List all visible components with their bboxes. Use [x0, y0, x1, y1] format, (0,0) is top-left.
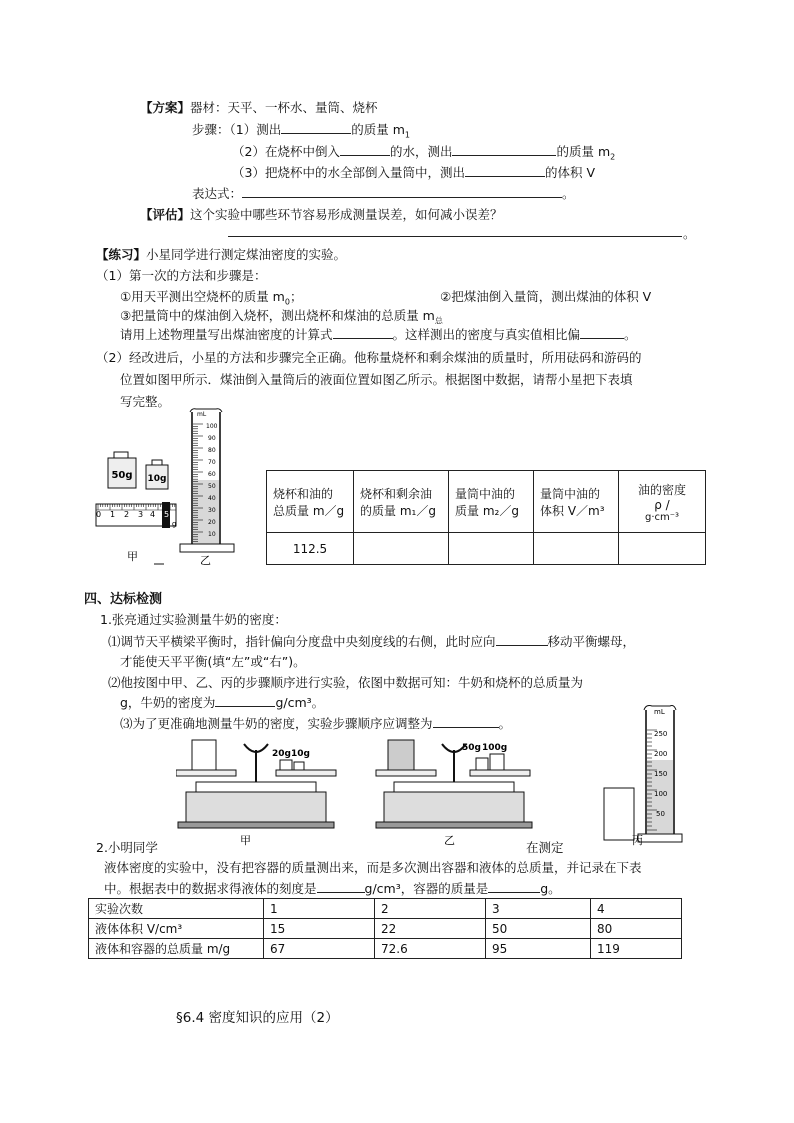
step1-sub: 1 [404, 130, 410, 140]
evaluate-line [140, 205, 503, 223]
steps-label: 步骤： [192, 122, 230, 137]
section4-q1-2a: ⑵他按图中甲、乙、丙的步骤顺序进行实验，依图中数据可知：牛奶和烧杯的总质量为 [108, 675, 584, 690]
q2-line3-end: g。 [540, 881, 561, 896]
practice-heading: 【练习】 [96, 247, 147, 262]
ruler-label-4: 4 [150, 510, 156, 519]
step2-blank1[interactable] [340, 143, 390, 156]
s3-sub: 总 [434, 316, 443, 326]
ruler-unit: g [172, 520, 177, 528]
th-line: g·cm⁻³ [644, 511, 680, 523]
step2-sub: 2 [610, 152, 616, 162]
q1-1-blank[interactable] [496, 633, 548, 646]
figure-milk-experiment [176, 700, 696, 850]
th-total-mass [267, 471, 354, 533]
th-oil-density [619, 471, 706, 533]
table-row [89, 919, 682, 939]
figure-balance-and-cylinder [92, 404, 262, 572]
q1-3-text: ⑶为了更准确地测量牛奶的密度，实验步骤顺序应调整为 [120, 716, 433, 731]
caption-yi: 乙 [200, 554, 211, 567]
plan-heading-line [140, 98, 378, 116]
bias-blank[interactable] [580, 326, 624, 339]
cyl2-label-50: 50 [656, 810, 665, 818]
cyl-label-20: 20 [208, 519, 216, 526]
formula-end: 。 [624, 327, 637, 342]
practice-s1 [120, 287, 302, 307]
cell-remaining-mass[interactable] [354, 533, 449, 565]
cyl-label-100: 100 [206, 423, 218, 430]
practice-intro: 小星同学进行测定煤油密度的实验。 [146, 247, 347, 262]
step2-text-c: 的质量 m [556, 144, 611, 159]
caption-fig2-yi: 乙 [444, 834, 455, 847]
expr-label: 表达式： [192, 186, 243, 201]
cell: 实验次数 [89, 899, 264, 919]
cyl-label-60: 60 [208, 471, 216, 478]
cell: 50 [486, 919, 591, 939]
cylinder-bing-icon [638, 706, 682, 843]
evaluate-answer-blank[interactable] [228, 236, 682, 237]
cyl2-label-150: 150 [654, 770, 668, 778]
cyl-label-80: 80 [208, 447, 216, 454]
ruler-label-2: 2 [124, 510, 130, 519]
step3-text-b: 的体积 V [544, 165, 595, 180]
practice-q1: （1）第一次的方法和步骤是： [96, 268, 267, 283]
q1-1-text: ⑴调节天平横梁平衡时，指针偏向分度盘中央刻度线的右侧，此时应向 [108, 634, 496, 649]
ruler-label-3: 3 [138, 510, 144, 519]
cyl2-unit: mL [654, 708, 665, 716]
q2-mass-blank[interactable] [488, 880, 540, 893]
q1-2-text-c: g/cm³。 [275, 695, 325, 710]
evaluate-end: 。 [683, 226, 696, 241]
caption-fig2-bing: 丙 [632, 834, 643, 847]
step2-text-b: 的水，测出 [389, 144, 453, 159]
expr-blank[interactable] [242, 185, 562, 198]
balance-jia-icon [176, 740, 336, 828]
formula-blank[interactable] [333, 326, 393, 339]
cell: 4 [591, 899, 682, 919]
q2-line2: 液体密度的实验中，没有把容器的质量测出来，而是多次测出容器和液体的总质量，并记录在下表 [104, 860, 642, 875]
cell: 95 [486, 939, 591, 959]
step1-text-b: 的质量 m [351, 122, 405, 137]
cell: 67 [264, 939, 375, 959]
plan-expression [192, 184, 575, 202]
ruler-label-1: 1 [110, 510, 116, 519]
step3-blank[interactable] [465, 164, 545, 177]
s1-text: ①用天平测出空烧杯的质量 m [120, 289, 285, 304]
th-remaining-mass [354, 471, 449, 533]
th-oil-mass [449, 471, 534, 533]
practice-q2-line3: 写完整。 [120, 394, 171, 409]
q2-density-blank[interactable] [317, 880, 365, 893]
th-line: 量筒中油的 [540, 486, 601, 501]
th-line: 体积 V／m³ [540, 503, 605, 518]
weight-50g-icon [108, 452, 136, 488]
beaker-icon [604, 788, 634, 840]
graduated-cylinder-icon [180, 409, 234, 552]
section4-title: 四、达标检测 [84, 592, 163, 607]
practice-q2-line2: 位置如图甲所示．煤油倒入量筒后的液面位置如图乙所示。根据图中数据，请帮小星把下表填 [120, 372, 633, 387]
section4-q1: 1.张亮通过实验测量牛奶的密度： [100, 612, 287, 627]
th-line: 的质量 m₁／g [360, 503, 436, 518]
cell: 80 [591, 919, 682, 939]
q1-2-text: g，牛奶的密度为 [120, 695, 216, 710]
liquid-density-table [88, 898, 682, 959]
table-row [89, 939, 682, 959]
cell: 液体和容器的总质量 m/g [89, 939, 264, 959]
cell-oil-mass[interactable] [449, 533, 534, 565]
cyl2-label-200: 200 [654, 750, 668, 758]
formula-text: 请用上述物理量写出煤油密度的计算式 [120, 327, 333, 342]
q1-3-end: 。 [498, 716, 512, 731]
yi-weight50-label: 50g [462, 743, 481, 753]
step3-text: （3）把烧杯中的水全部倒入量筒中，测出 [232, 165, 465, 180]
cell: 2 [375, 899, 486, 919]
th-line: 烧杯和剩余油 [360, 486, 433, 501]
step1-text: （1）测出 [229, 122, 282, 137]
table-header-row [267, 471, 706, 533]
practice-q2-line1: （2）经改进后，小星的方法和步骤完全正确。他称量烧杯和剩余煤油的质量时，所用砝码和游码的 [96, 350, 642, 365]
practice-s2: ②把煤油倒入量筒，测出煤油的体积 V [440, 289, 652, 304]
cyl-label-50: 50 [208, 483, 216, 490]
q2-line3 [104, 879, 561, 897]
ruler-label-5: 5 [164, 510, 170, 519]
cyl2-label-250: 250 [654, 730, 668, 738]
q2-line3-text-b: g/cm³，容器的质量是 [364, 881, 489, 896]
table-row [89, 899, 682, 919]
evaluate-text: 这个实验中哪些环节容易形成测量误差，如何减小误差？ [190, 207, 503, 222]
s1-end: ； [289, 289, 303, 304]
step1-blank[interactable] [281, 121, 351, 134]
th-oil-volume [534, 471, 619, 533]
plan-step1 [192, 120, 410, 140]
practice-formula [120, 325, 637, 343]
section-footer-title: §6.4 密度知识的应用（2） [176, 1010, 339, 1026]
plan-materials: 器材：天平、一杯水、量筒、烧杯 [190, 100, 378, 115]
cyl-label-30: 30 [208, 507, 216, 514]
cell: 3 [486, 899, 591, 919]
q2-start: 2.小明同学 [96, 840, 158, 855]
ruler-label-0: 0 [96, 510, 102, 519]
cell: 72.6 [375, 939, 486, 959]
balance-yi-icon [376, 740, 532, 828]
formula-text-b: 。这样测出的密度与真实值相比偏 [392, 327, 581, 342]
cyl-label-10: 10 [208, 531, 216, 538]
cyl2-label-100: 100 [654, 790, 668, 798]
th-line: ρ / [654, 497, 670, 512]
evaluate-heading: 【评估】 [140, 207, 191, 222]
plan-step2 [232, 142, 615, 162]
cell: 22 [375, 919, 486, 939]
cell: 液体体积 V/cm³ [89, 919, 264, 939]
cell: 119 [591, 939, 682, 959]
cell-oil-density[interactable] [619, 533, 706, 565]
caption-fig2-jia: 甲 [240, 834, 251, 847]
section4-q1-1 [108, 632, 635, 650]
plan-heading: 【方案】 [140, 100, 191, 115]
weight-10g-icon [146, 460, 168, 489]
q2-line3-text: 中。根据表中的数据求得液体的刻度是 [104, 881, 317, 896]
s1-sub: 0 [284, 297, 290, 307]
oil-density-table [266, 470, 706, 565]
cell-total-mass: 112.5 [267, 533, 354, 565]
step2-text: （2）在烧杯中倒入 [232, 144, 340, 159]
expr-end: 。 [562, 186, 575, 201]
cylinder-unit: mL [197, 411, 207, 418]
cell-oil-volume[interactable] [534, 533, 619, 565]
cyl-label-90: 90 [208, 435, 216, 442]
jia-weights-label: 20g10g [272, 749, 310, 759]
weight1-label: 50g [111, 470, 133, 481]
step2-blank2[interactable] [452, 143, 556, 156]
th-line: 量筒中油的 [455, 486, 516, 501]
table-row [267, 533, 706, 565]
th-line: 烧杯和油的 [273, 486, 334, 501]
q1-1-text-b: 移动平衡螺母， [547, 634, 636, 649]
caption-jia: 甲 [127, 550, 138, 563]
th-line: 油的密度 [637, 482, 686, 497]
q2-mid: 在测定 [526, 840, 564, 855]
rider-ruler-icon [96, 502, 176, 528]
cell: 15 [264, 919, 375, 939]
th-line: 总质量 m／g [273, 503, 345, 518]
practice-line [96, 245, 346, 263]
plan-step3 [232, 163, 595, 181]
practice-s3 [120, 306, 443, 327]
yi-weight100-label: 100g [482, 743, 508, 753]
cyl-label-40: 40 [208, 495, 216, 502]
cyl-label-70: 70 [208, 459, 216, 466]
weight2-label: 10g [147, 474, 167, 484]
s3-text: ③把量筒中的煤油倒入烧杯，测出烧杯和煤油的总质量 m [120, 308, 435, 323]
section4-q1-1c: 才能使天平平衡(填“左”或“右”)。 [120, 654, 306, 669]
th-line: 质量 m₂／g [455, 503, 519, 518]
cell: 1 [264, 899, 375, 919]
